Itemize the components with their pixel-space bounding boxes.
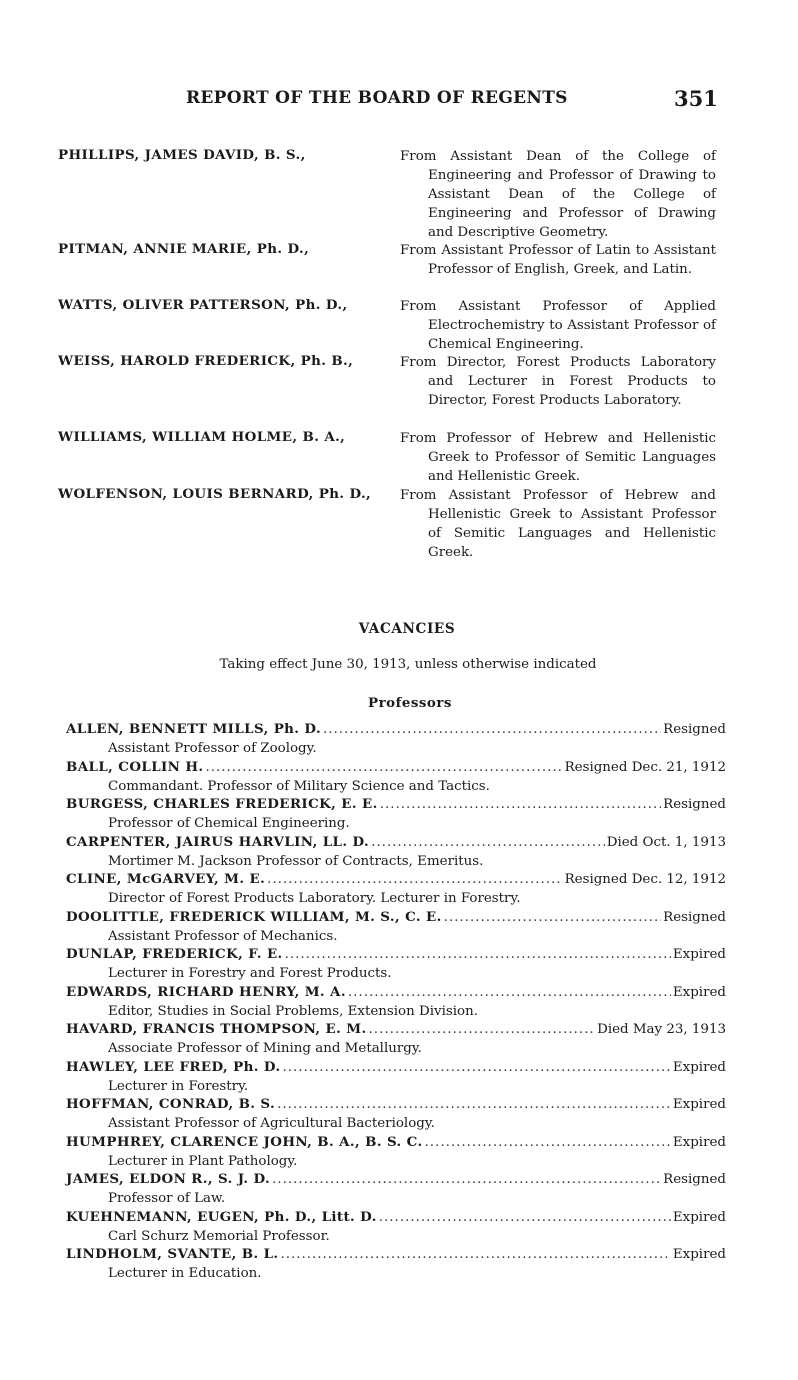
vacancy-name: BALL, COLLIN H. bbox=[66, 758, 204, 775]
leader-dots bbox=[285, 947, 671, 962]
running-head: REPORT OF THE BOARD OF REGENTS bbox=[186, 88, 568, 108]
subsection-title: Professors bbox=[368, 695, 452, 711]
vacancy-entry bbox=[66, 1134, 726, 1172]
vacancy-name: HAVARD, FRANCIS THOMPSON, E. M. bbox=[66, 1021, 367, 1037]
vacancy-status: Expired bbox=[672, 984, 726, 1000]
vacancy-entry bbox=[66, 1171, 726, 1209]
change-name: WEISS, HAROLD FREDERICK, Ph. B., bbox=[58, 353, 354, 369]
vacancy-position: Mortimer M. Jackson Professor of Contracts, Emeritus. bbox=[108, 853, 484, 869]
section-title: VACANCIES bbox=[358, 621, 456, 637]
vacancy-name: DUNLAP, FREDERICK, F. E. bbox=[66, 946, 283, 962]
vacancy-status: Expired bbox=[672, 1247, 726, 1262]
vacancy-entry bbox=[66, 834, 726, 872]
vacancy-position: Professor of Chemical Engineering. bbox=[108, 816, 350, 831]
vacancy-position: Director of Forest Products Laboratory. Lecturer in Forestry. bbox=[108, 891, 521, 906]
leader-dots bbox=[444, 910, 661, 925]
vacancy-name: EDWARDS, RICHARD HENRY, M. A. bbox=[66, 983, 346, 1000]
leader-dots bbox=[425, 1135, 671, 1150]
vacancy-status: Expired bbox=[672, 1209, 726, 1225]
vacancy-entry bbox=[66, 721, 726, 759]
vacancy-position: Lecturer in Forestry and Forest Products. bbox=[108, 966, 392, 981]
vacancy-status: Expired bbox=[672, 1059, 726, 1075]
leader-dots bbox=[369, 1022, 596, 1037]
vacancy-entry bbox=[66, 984, 726, 1022]
vacancy-name: HOFFMAN, CONRAD, B. S. bbox=[66, 1096, 276, 1112]
vacancy-name: KUEHNEMANN, EUGEN, Ph. D., Litt. D. bbox=[66, 1208, 377, 1225]
vacancy-status: Died May 23, 1913 bbox=[597, 1022, 726, 1037]
change-description: From Assistant Dean of the College of Engineering and Professor of Drawing to Assistant Dean of the College of Engineering and Professor of Drawing and Descriptive Geometry. bbox=[400, 149, 716, 240]
vacancy-entry bbox=[66, 1209, 726, 1247]
vacancy-status: Resigned bbox=[663, 909, 726, 925]
leader-dots bbox=[267, 872, 562, 887]
vacancy-entry bbox=[66, 1246, 726, 1284]
vacancy-position: Editor, Studies in Social Problems, Extension Division. bbox=[108, 1003, 478, 1019]
change-description: From Assistant Professor of Hebrew and Hellenistic Greek to Assistant Professor of Semitic Languages and Hellenistic Greek. bbox=[400, 488, 716, 560]
change-name: WOLFENSON, LOUIS BERNARD, Ph. D., bbox=[58, 486, 372, 502]
change-name: PITMAN, ANNIE MARIE, Ph. D., bbox=[58, 241, 310, 257]
vacancy-entry bbox=[66, 909, 726, 947]
change-description: From Assistant Professor of Latin to Assistant Professor of English, Greek, and Latin. bbox=[400, 243, 716, 277]
vacancy-name: BURGESS, CHARLES FREDERICK, E. E. bbox=[66, 796, 378, 812]
vacancy-status: Expired bbox=[672, 1134, 726, 1150]
leader-dots bbox=[323, 722, 661, 737]
vacancy-entry bbox=[66, 1021, 726, 1059]
vacancy-position: Assistant Professor of Agricultural Bacteriology. bbox=[108, 1116, 435, 1131]
vacancy-position: Professor of Law. bbox=[108, 1191, 226, 1206]
vacancy-status: Resigned Dec. 12, 1912 bbox=[564, 872, 726, 887]
leader-dots bbox=[379, 1210, 671, 1225]
vacancy-entry bbox=[66, 946, 726, 984]
change-name: PHILLIPS, JAMES DAVID, B. S., bbox=[58, 147, 306, 163]
vacancy-position: Assistant Professor of Mechanics. bbox=[108, 928, 338, 944]
change-name: WILLIAMS, WILLIAM HOLME, B. A., bbox=[58, 429, 346, 445]
leader-dots bbox=[283, 1060, 671, 1075]
vacancy-entry bbox=[66, 759, 726, 797]
vacancy-position: Assistant Professor of Zoology. bbox=[108, 741, 317, 756]
vacancy-entry bbox=[66, 1096, 726, 1134]
vacancy-entry bbox=[66, 796, 726, 834]
change-name: WATTS, OLIVER PATTERSON, Ph. D., bbox=[58, 297, 348, 313]
leader-dots bbox=[280, 1247, 670, 1262]
vacancy-name: ALLEN, BENNETT MILLS, Ph. D. bbox=[66, 721, 322, 737]
section-subtitle: Taking effect June 30, 1913, unless otherwise indicated bbox=[219, 657, 597, 672]
vacancy-position: Associate Professor of Mining and Metallurgy. bbox=[108, 1041, 422, 1056]
leader-dots bbox=[272, 1172, 661, 1187]
vacancy-list bbox=[66, 721, 726, 1284]
vacancy-name: LINDHOLM, SVANTE, B. L. bbox=[66, 1246, 279, 1262]
vacancy-status: Resigned bbox=[663, 797, 726, 812]
vacancy-entry bbox=[66, 871, 726, 909]
vacancy-position: Lecturer in Plant Pathology. bbox=[108, 1153, 298, 1169]
vacancy-name: JAMES, ELDON R., S. J. D. bbox=[66, 1171, 271, 1187]
vacancy-entry bbox=[66, 1059, 726, 1097]
change-description: From Professor of Hebrew and Hellenistic Greek to Professor of Semitic Languages and Hellenistic Greek. bbox=[400, 431, 716, 484]
vacancy-position: Lecturer in Forestry. bbox=[108, 1078, 249, 1094]
leader-dots bbox=[277, 1097, 671, 1112]
vacancy-position: Commandant. Professor of Military Science and Tactics. bbox=[108, 778, 490, 794]
vacancy-name: CLINE, McGARVEY, M. E. bbox=[66, 871, 266, 887]
vacancy-status: Resigned Dec. 21, 1912 bbox=[564, 759, 726, 775]
change-description: From Director, Forest Products Laboratory and Lecturer in Forest Products to Director, Forest Products Laboratory. bbox=[400, 355, 716, 408]
vacancy-position: Carl Schurz Memorial Professor. bbox=[108, 1228, 330, 1244]
page-number: 351 bbox=[674, 86, 718, 111]
change-description: From Assistant Professor of Applied Electrochemistry to Assistant Professor of Chemical Engineering. bbox=[400, 299, 716, 352]
leader-dots bbox=[380, 797, 661, 812]
vacancy-status: Resigned bbox=[663, 1172, 726, 1187]
vacancy-name: HUMPHREY, CLARENCE JOHN, B. A., B. S. C. bbox=[66, 1133, 423, 1150]
leader-dots bbox=[206, 760, 563, 775]
vacancy-name: CARPENTER, JAIRUS HARVLIN, LL. D. bbox=[66, 833, 370, 850]
vacancy-status: Died Oct. 1, 1913 bbox=[606, 834, 726, 850]
vacancy-position: Lecturer in Education. bbox=[108, 1266, 262, 1281]
vacancy-status: Expired bbox=[672, 947, 726, 962]
leader-dots bbox=[348, 985, 671, 1000]
vacancy-status: Expired bbox=[672, 1097, 726, 1112]
leader-dots bbox=[371, 835, 605, 850]
vacancy-status: Resigned bbox=[663, 722, 726, 737]
vacancy-name: HAWLEY, LEE FRED, Ph. D. bbox=[66, 1058, 281, 1075]
vacancy-name: DOOLITTLE, FREDERICK WILLIAM, M. S., C. E. bbox=[66, 908, 442, 925]
